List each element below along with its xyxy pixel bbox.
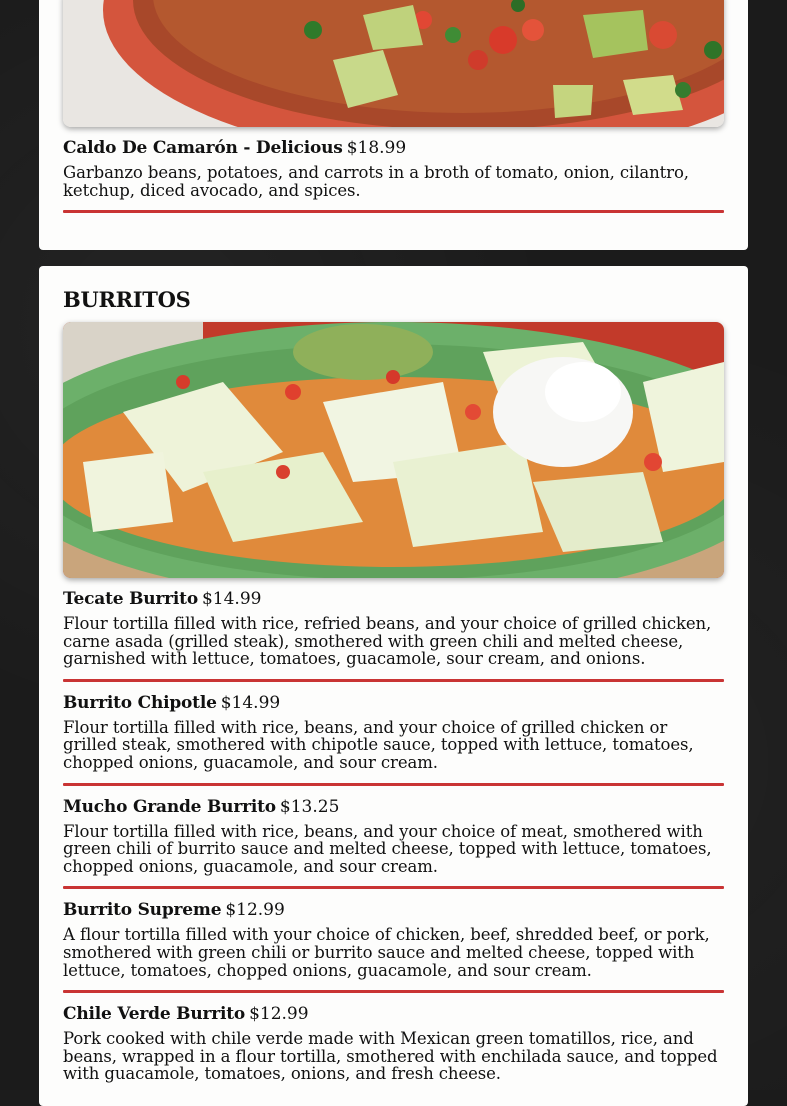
menu-item [63,578,724,682]
divider [63,210,724,213]
menu-item [63,682,724,786]
menu-item-title [63,795,724,819]
menu-item-title [63,1002,724,1026]
menu-item-title [63,691,724,715]
menu-item-description: Garbanzo beans, potatoes, and carrots in a broth of tomato, onion, cilantro, ketchup, diced avocado, and spices. [63,163,689,200]
menu-item [63,127,724,213]
menu-item [63,889,724,993]
menu-item-description: A flour tortilla filled with your choice of chicken, beef, shredded beef, or pork, smothered with green chili or burrito sauce and melted cheese, topped with lettuce, tomatoes, chopped onions, guacamole, and sour cream. [63,925,710,980]
menu-item-description: Pork cooked with chile verde made with Mexican green tomatillos, rice, and beans, wrapped in a flour tortilla, smothered with enchilada sauce, and topped with guacamole, tomatoes, onions, and fresh cheese. [63,1029,718,1084]
menu-item-name: Caldo De Camarón - Delicious [63,138,343,158]
menu-item-name: Burrito Supreme [63,900,222,921]
burritos-section-card [39,266,748,1106]
menu-item-price: $14.99 [220,692,281,713]
menu-item-price: $14.99 [201,589,262,609]
menu-item-title [63,898,724,922]
menu-item-price: $12.99 [225,900,285,921]
menu-item-name: Mucho Grande Burrito [63,796,276,817]
soups-section-card [39,0,748,250]
menu-item-description: Flour tortilla filled with rice, refried beans, and your choice of grilled chicken, carne asada (grilled steak), smothered with green chili and melted cheese, garnished with lettuce, tomatoes, guacamole, sour cream, and onions. [63,614,712,669]
burrito-photo [63,322,724,578]
burrito-list [63,578,724,1094]
menu-item-name: Burrito Chipotle [63,692,217,713]
menu-item-title [63,136,724,160]
menu-item-description: Flour tortilla filled with rice, beans, and your choice of meat, smothered with green chili of burrito sauce and melted cheese, topped with lettuce, tomatoes, chopped onions, guacamole, and sour cream. [63,821,712,876]
menu-item-price: $13.25 [279,796,340,817]
menu-item-description: Flour tortilla filled with rice, beans, and your choice of grilled chicken or grilled steak, smothered with chipotle sauce, topped with lettuce, tomatoes, chopped onions, guacamole, and sour cream. [63,717,694,772]
menu-item [63,786,724,890]
menu-item-price: $18.99 [346,138,407,158]
menu-item-title [63,587,724,611]
menu-item-name: Chile Verde Burrito [63,1004,246,1025]
caldo-de-camaron-photo [63,0,724,127]
section-title: BURRITOS [63,287,191,312]
menu-item-name: Tecate Burrito [63,589,198,609]
menu-item [63,993,724,1094]
menu-item-price: $12.99 [249,1004,309,1025]
